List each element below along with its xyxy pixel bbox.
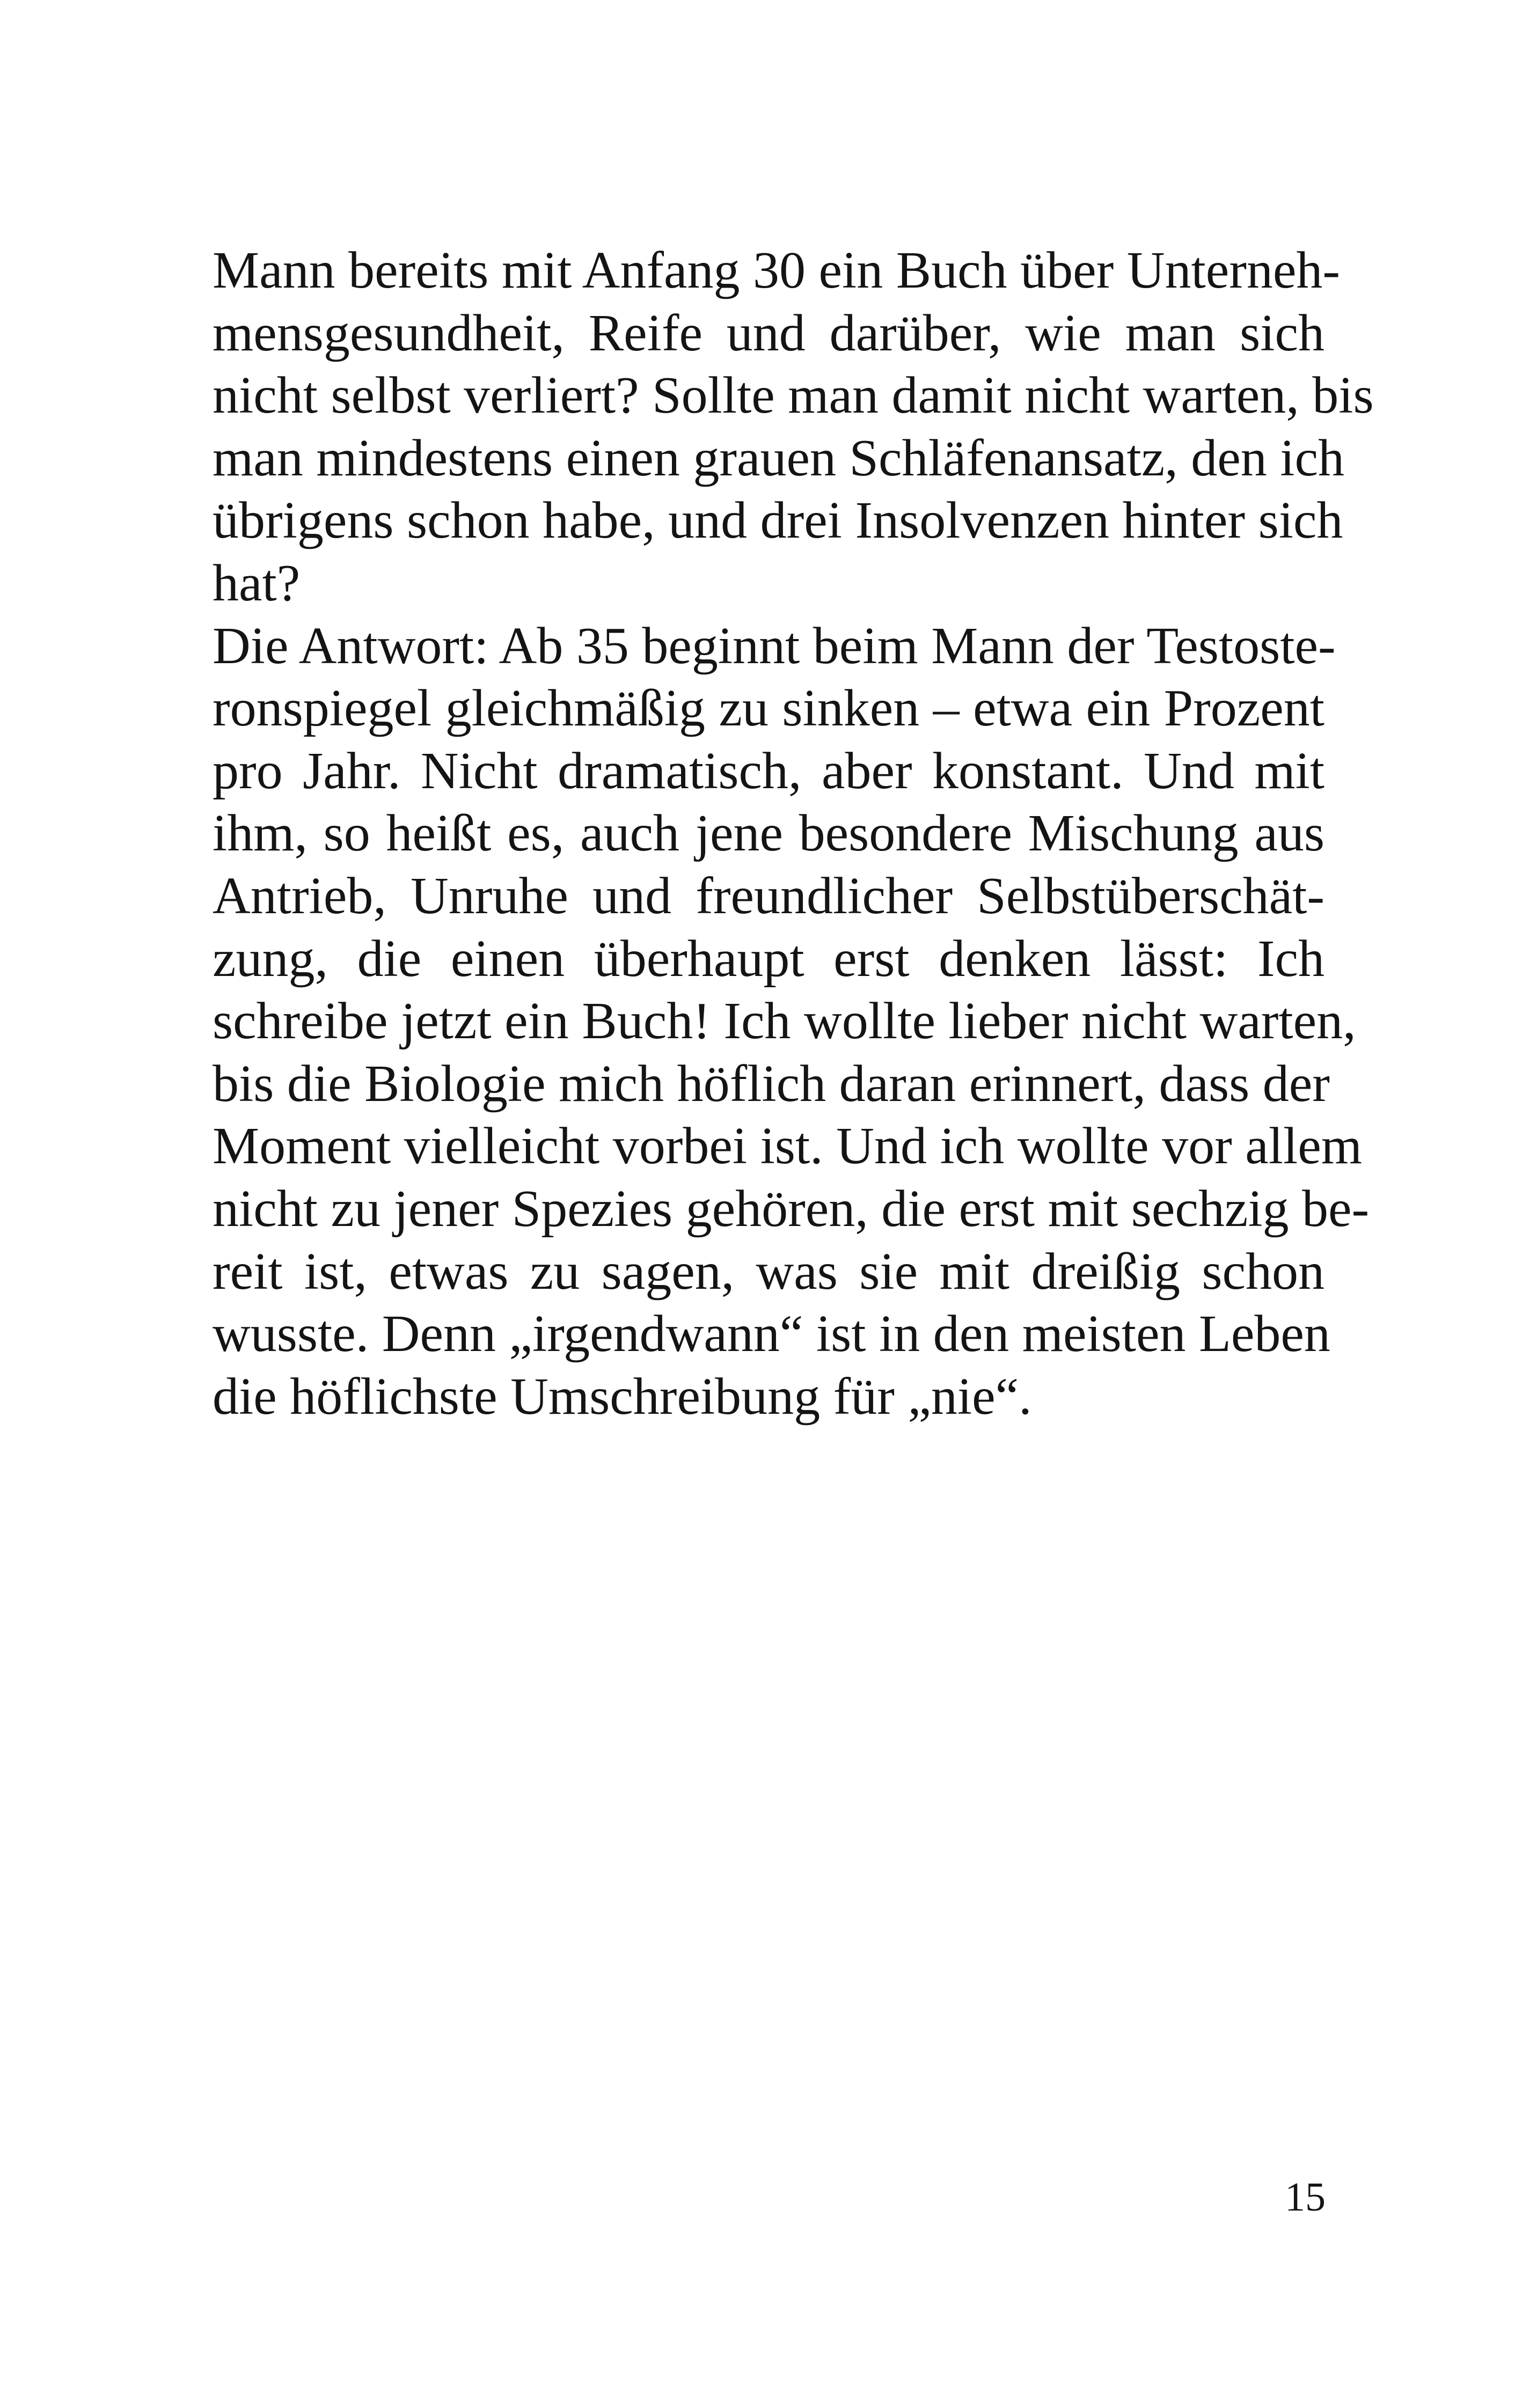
text-line: man mindestens einen grauen Schläfenansatz, den ich xyxy=(213,429,1344,487)
text-line: ronspiegel gleichmäßig zu sinken – etwa ein Prozent xyxy=(213,679,1325,738)
body-text xyxy=(213,239,1374,1428)
text-line: reit ist, etwas zu sagen, was sie mit dreißig schon xyxy=(213,1242,1325,1301)
text-line: nicht selbst verliert? Sollte man damit nicht warten, bis xyxy=(213,366,1374,425)
paragraph-2 xyxy=(213,615,1370,1428)
page-number: 15 xyxy=(1285,2175,1326,2220)
text-line: mensgesundheit, Reife und darüber, wie man sich xyxy=(213,304,1325,362)
text-line: Die Antwort: Ab 35 beginnt beim Mann der Testoste- xyxy=(213,616,1336,675)
text-line: hat? xyxy=(213,554,301,612)
text-line: ihm, so heißt es, auch jene besondere Mischung aus xyxy=(213,804,1325,863)
text-line: pro Jahr. Nicht dramatisch, aber konstant. Und mit xyxy=(213,742,1325,800)
text-line: nicht zu jener Spezies gehören, die erst mit sechzig be- xyxy=(213,1179,1370,1238)
text-line: schreibe jetzt ein Buch! Ich wollte lieber nicht warten, xyxy=(213,992,1356,1051)
text-line: Moment vielleicht vorbei ist. Und ich wollte vor allem xyxy=(213,1117,1362,1176)
paragraph-1 xyxy=(213,239,1374,615)
text-line: bis die Biologie mich höflich daran erinnert, dass der xyxy=(213,1054,1330,1113)
text-line: Mann bereits mit Anfang 30 ein Buch über Unterneh- xyxy=(213,241,1341,299)
text-line: Antrieb, Unruhe und freundlicher Selbstüberschät- xyxy=(213,867,1325,925)
text-line: die höflichste Umschreibung für „nie“. xyxy=(213,1367,1032,1426)
text-line: übrigens schon habe, und drei Insolvenzen hinter sich xyxy=(213,491,1343,550)
text-line: wusste. Denn „irgendwann“ ist in den meisten Leben xyxy=(213,1305,1330,1363)
text-line: zung, die einen überhaupt erst denken lässt: Ich xyxy=(213,929,1325,988)
